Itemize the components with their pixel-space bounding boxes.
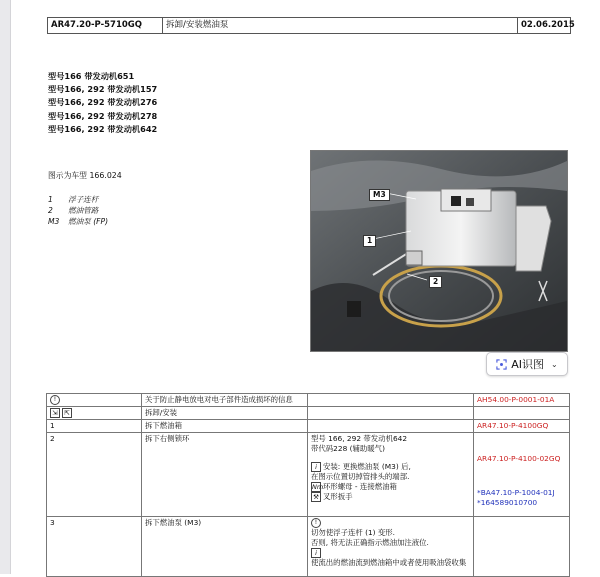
figure-label-1: 1 [363, 235, 376, 247]
procedure-table [46, 393, 570, 577]
document-code: AR47.20-P-5710GQ [48, 18, 163, 33]
step-cell: 拆卸/安装 [142, 407, 308, 420]
info-cell: 关于防止静电放电对电子部件造成损坏的信息 [142, 394, 308, 407]
left-sidebar-strip [0, 0, 11, 574]
legend-item [48, 194, 108, 205]
step-note: 环形螺母 - 连接燃油箱 [323, 482, 397, 491]
info-icon: i [311, 462, 321, 472]
document-header [47, 17, 575, 34]
model-item: 型号166, 292 带发动机276 [48, 97, 158, 108]
figure-caption: 图示为车型 166.024 [48, 171, 122, 180]
reference-link[interactable]: AR47.10-P-4100-02GQ [477, 454, 561, 463]
table-row [47, 517, 570, 577]
step-note: 切勿使浮子连杆 (1) 变形. [311, 528, 396, 537]
ai-button-label: AI识图 [511, 358, 545, 371]
model-item: 型号166 带发动机651 [48, 71, 135, 81]
model-list [48, 70, 157, 136]
info-icon: i [311, 548, 321, 558]
table-row [47, 420, 570, 433]
ai-recognize-button[interactable] [486, 352, 568, 376]
legend-text: 燃油泵 (FP) [68, 217, 109, 226]
document-date: 02.06.2015 [521, 20, 575, 30]
scan-icon [496, 359, 507, 370]
step-number: 2 [47, 433, 142, 517]
step-note: 在图示位置切掉管排头的端部. [311, 472, 410, 481]
warning-icon: ! [50, 395, 60, 405]
step-number: 1 [47, 420, 142, 433]
legend-item [48, 205, 108, 216]
step-note: 否则, 将无法正确指示燃油加注液位. [311, 538, 429, 547]
table-row [47, 407, 570, 420]
legend-text: 燃油管路 [68, 206, 99, 215]
fuel-pump-illustration [311, 151, 567, 351]
remove-icon: ⇲ [50, 408, 60, 418]
warning-icon: ! [311, 518, 321, 528]
step-note: 叉形扳手 [323, 492, 353, 501]
step-number: 3 [47, 517, 142, 577]
tool-link[interactable]: *164589010700 [477, 498, 538, 507]
wrench-icon: ⚒ [311, 492, 321, 502]
model-item: 型号166, 292 带发动机278 [48, 110, 158, 121]
step-note: 使流出的燃油流到燃油箱中或者使用吸油袋收集 [311, 558, 467, 567]
table-row [47, 433, 570, 517]
reference-link[interactable]: AH54.00-P-0001-01A [474, 394, 570, 407]
legend-num: M3 [48, 217, 60, 226]
step-note: 带代码228 (辅助暖气) [311, 444, 385, 453]
install-icon: ⇱ [62, 408, 72, 418]
tool-link[interactable]: *BA47.10-P-1004-01J [477, 488, 555, 497]
chevron-down-icon: ⌄ [551, 359, 558, 369]
legend-num: 2 [48, 206, 53, 215]
legend-num: 1 [48, 195, 53, 204]
figure-label-m3: M3 [369, 189, 390, 201]
model-item: 型号166, 292 带发动机642 [48, 123, 158, 134]
step-cell: 拆下燃油泵 (M3) [142, 517, 308, 577]
step-cell: 拆下燃油箱 [142, 420, 308, 433]
table-row [47, 394, 570, 407]
step-cell: 拆下右侧锁环 [142, 433, 308, 517]
document-title: 拆卸/安装燃油泵 [163, 18, 518, 33]
fuel-pump-figure [310, 150, 568, 352]
torque-icon: Nm [312, 483, 324, 491]
legend-item [48, 216, 108, 227]
step-note: 型号 166, 292 带发动机642 [311, 434, 408, 443]
reference-link[interactable]: AR47.10-P-4100GQ [474, 420, 570, 433]
legend-text: 浮子连杆 [68, 195, 99, 204]
step-note: 安装: 更换燃油泵 (M3) 后, [323, 462, 411, 471]
figure-legend [48, 194, 108, 227]
figure-label-2: 2 [429, 276, 442, 288]
model-item: 型号166, 292 带发动机157 [48, 84, 158, 95]
